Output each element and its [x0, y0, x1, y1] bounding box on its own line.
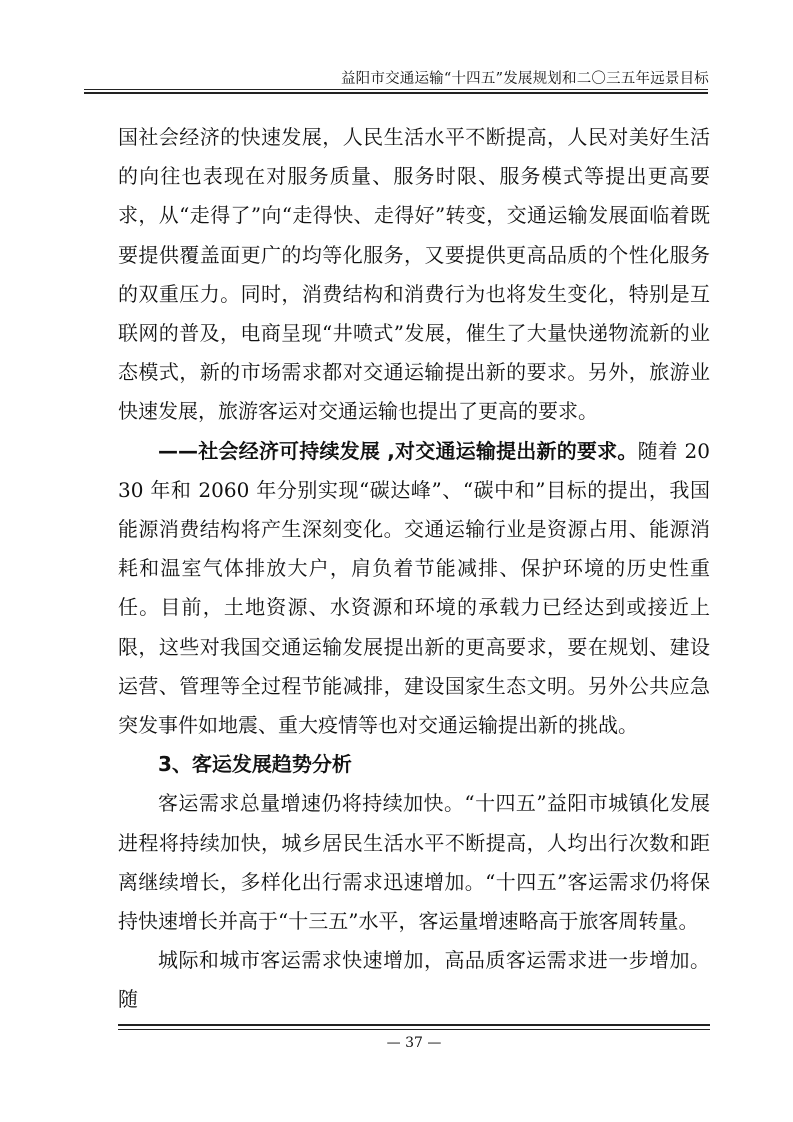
paragraph-lead-bold: ——社会经济可持续发展 ,对交通运输提出新的要求。	[158, 438, 638, 463]
paragraph-passenger-demand: 客运需求总量增速仍将持续加快。“十四五”益阳市城镇化发展进程将持续加快，城乡居民生活水平不断提高，人均出行次数和距离继续增长，多样化出行需求迅速增加。“十四五”客运需求仍将保持快速增长并高于“十三五”水平，客运量增速略高于旅客周转量。	[118, 791, 710, 934]
paragraph-body: 随着 2030 年和 2060 年分别实现“碳达峰”、“碳中和”目标的提出，我国能源消费结构将产生深刻变化。交通运输行业是资源占用、能源消耗和温室气体排放大户，肩负着节能减排、保护环境的历史性重任。目前，土地资源、水资源和环境的承载力已经达到或接近上限，这些对我国交通运输发展提出新的更高要求，要在规划、建设运营、管理等全过程节能减排，建设国家生态文明。另外公共应急突发事件如地震、重大疫情等也对交通运输提出新的挑战。	[118, 438, 710, 738]
paragraph-intercity-demand: 城际和城市客运需求快速增加，高品质客运需求进一步增加。随	[118, 948, 710, 1012]
section-heading: 3、客运发展趋势分析	[158, 752, 352, 777]
paragraph-continued: 国社会经济的快速发展，人民生活水平不断提高，人民对美好生活的向往也表现在对服务质量、服务时限、服务模式等提出更高要求，从“走得了”向“走得快、走得好”转变，交通运输发展面临着既要提供覆盖面更广的均等化服务，又要提供更高品质的个性化服务的双重压力。同时，消费结构和消费行为也将发生变化，特别是互联网的普及，电商呈现“井喷式”发展，催生了大量快递物流新的业态模式，新的市场需求都对交通运输提出新的要求。另外，旅游业快速发展，旅游客运对交通运输也提出了更高的要求。	[118, 125, 710, 424]
footer-rule-thick	[118, 1024, 710, 1026]
body-text	[118, 118, 710, 1020]
header-rule-thin	[84, 89, 708, 90]
paragraph-sustainable-development	[118, 432, 710, 746]
footer-rule-thin	[118, 1029, 710, 1030]
header-rule-thick	[84, 92, 708, 94]
page-number: — 37 —	[386, 1035, 442, 1051]
running-header-title: 益阳市交通运输“十四五”发展规划和二〇三五年远景目标	[340, 71, 709, 87]
